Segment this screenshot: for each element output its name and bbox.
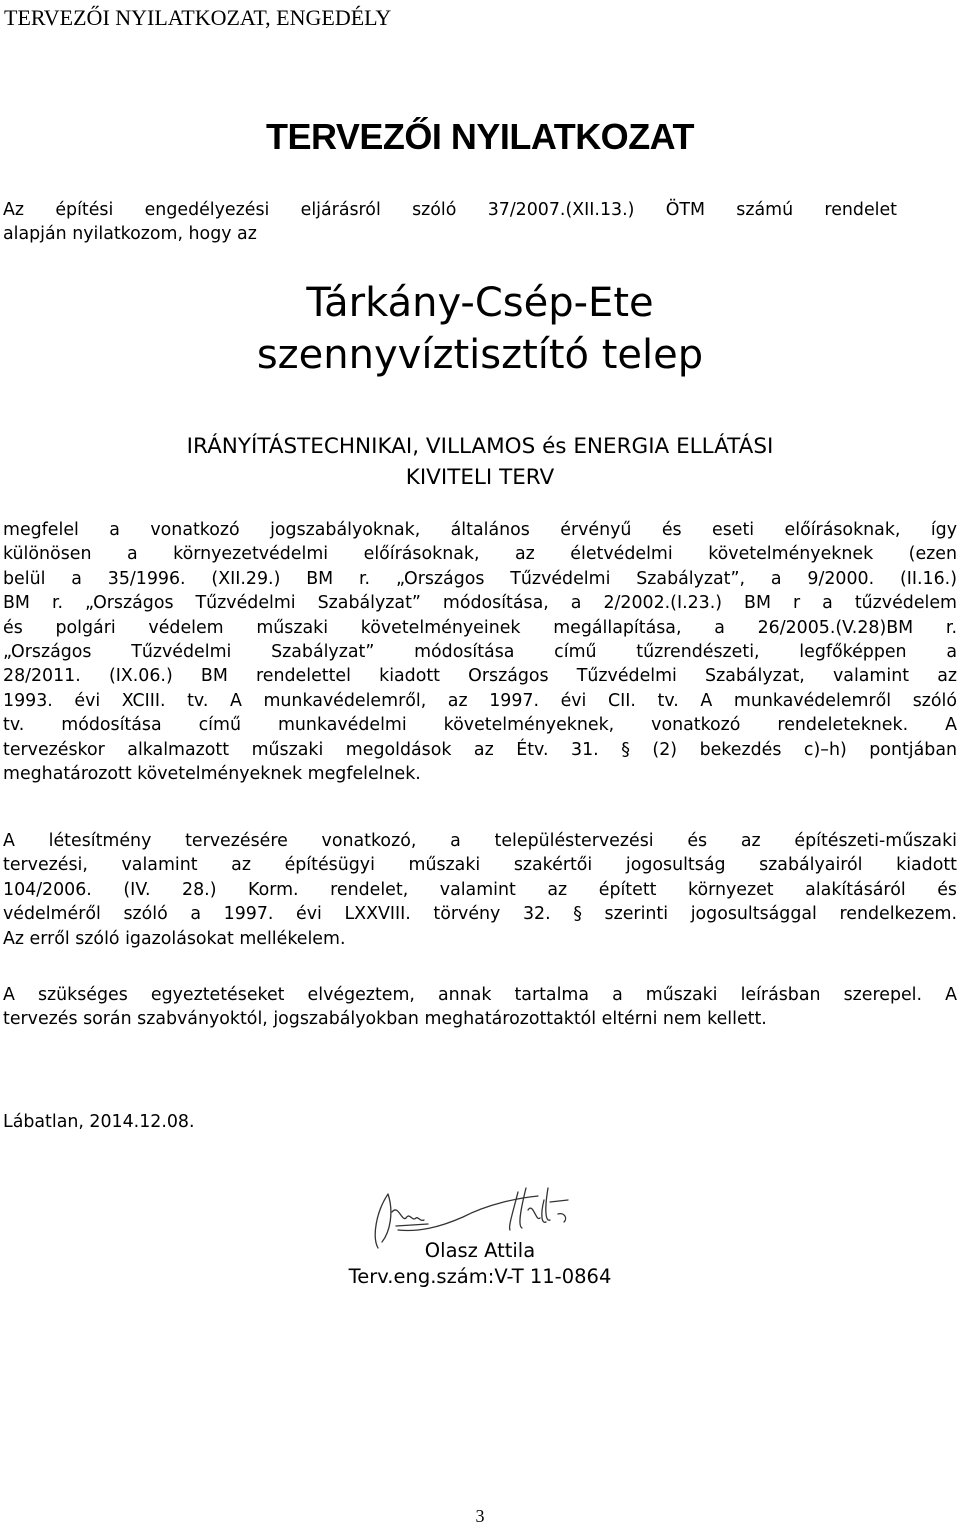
place-date: Lábatlan, 2014.12.08. xyxy=(3,1112,195,1132)
registration-number: Terv.eng.szám:V-T 11-0864 xyxy=(348,1265,612,1288)
text-line: A szükséges egyeztetéseket elvégeztem, annak tartalma a műszaki leírásban szerepel. A xyxy=(3,985,957,1005)
plan-line: KIVITELI TERV xyxy=(405,465,555,490)
signatory-block xyxy=(0,1238,960,1290)
project-line: Tárkány-Csép-Ete xyxy=(306,280,654,326)
text-line: tv. módosítása című munkavédelmi követelményeknek, vonatkozó rendeleteknek. A xyxy=(3,715,957,736)
text-line: tervezés során szabványoktól, jogszabályokban meghatározottaktól eltérni nem kellett. xyxy=(3,1009,767,1030)
text-line: 1993. évi XCIII. tv. A munkavédelemről, az 1997. évi CII. tv. A munkavédelemről szóló xyxy=(3,690,957,711)
text-line: tervezési, valamint az építésügyi műszaki szakértői jogosultság szabályairól kiadott xyxy=(3,855,957,876)
project-line: szennyvíztisztító telep xyxy=(256,332,704,378)
text-line: megfelel a vonatkozó jogszabályoknak, általános érvényű és eseti előírásoknak, így xyxy=(3,520,957,540)
paragraph-compliance xyxy=(3,518,957,786)
intro-paragraph xyxy=(3,198,897,247)
text-line: A létesítmény tervezésére vonatkozó, a településtervezési és az építészeti-műszaki xyxy=(3,831,957,851)
text-line: 28/2011. (IX.06.) BM rendelettel kiadott Országos Tűzvédelmi Szabályzat, valamint az xyxy=(3,666,957,687)
intro-line: Az építési engedélyezési eljárásról szóló 37/2007.(XII.13.) ÖTM számú rendelet xyxy=(3,200,897,220)
paragraph-coordination xyxy=(3,983,957,1032)
text-line: különösen a környezetvédelmi előírásoknak, az életvédelmi követelményeknek (ezen xyxy=(3,544,957,565)
text-line: meghatározott követelményeknek megfelelnek. xyxy=(3,764,421,785)
text-line: és polgári védelem műszaki követelményeinek megállapítása, a 26/2005.(V.28)BM r. xyxy=(3,617,957,638)
plan-type xyxy=(0,431,960,493)
paragraph-qualification xyxy=(3,829,957,951)
text-line: védelméről szóló a 1997. évi LXXVIII. törvény 32. § szerinti jogosultsággal rendelkezem. xyxy=(3,904,957,925)
document-header: TERVEZŐI NYILATKOZAT, ENGEDÉLY xyxy=(4,5,392,30)
text-line: Az erről szóló igazolásokat mellékelem. xyxy=(3,928,346,949)
text-line: 104/2006. (IV. 28.) Korm. rendelet, valamint az épített környezet alakításáról és xyxy=(3,879,957,900)
page-title: TERVEZŐI NYILATKOZAT xyxy=(266,116,694,157)
project-title xyxy=(0,277,960,381)
text-line: „Országos Tűzvédelmi Szabályzat” módosítása című tűzrendészeti, legfőképpen a xyxy=(3,642,957,663)
plan-line: IRÁNYÍTÁSTECHNIKAI, VILLAMOS és ENERGIA ELLÁTÁSI xyxy=(186,434,774,459)
text-line: belül a 35/1996. (XII.29.) BM r. „Országos Tűzvédelmi Szabályzat”, a 9/2000. (II.16.) xyxy=(3,568,957,589)
intro-line: alapján nyilatkozom, hogy az xyxy=(3,224,257,245)
text-line: BM r. „Országos Tűzvédelmi Szabályzat” módosítása, a 2/2002.(I.23.) BM r a tűzvédelem xyxy=(3,593,957,614)
signatory-name: Olasz Attila xyxy=(424,1239,536,1262)
text-line: tervezéskor alkalmazott műszaki megoldások az Étv. 31. § (2) bekezdés c)–h) pontjában xyxy=(3,739,957,760)
page-number: 3 xyxy=(475,1506,485,1526)
